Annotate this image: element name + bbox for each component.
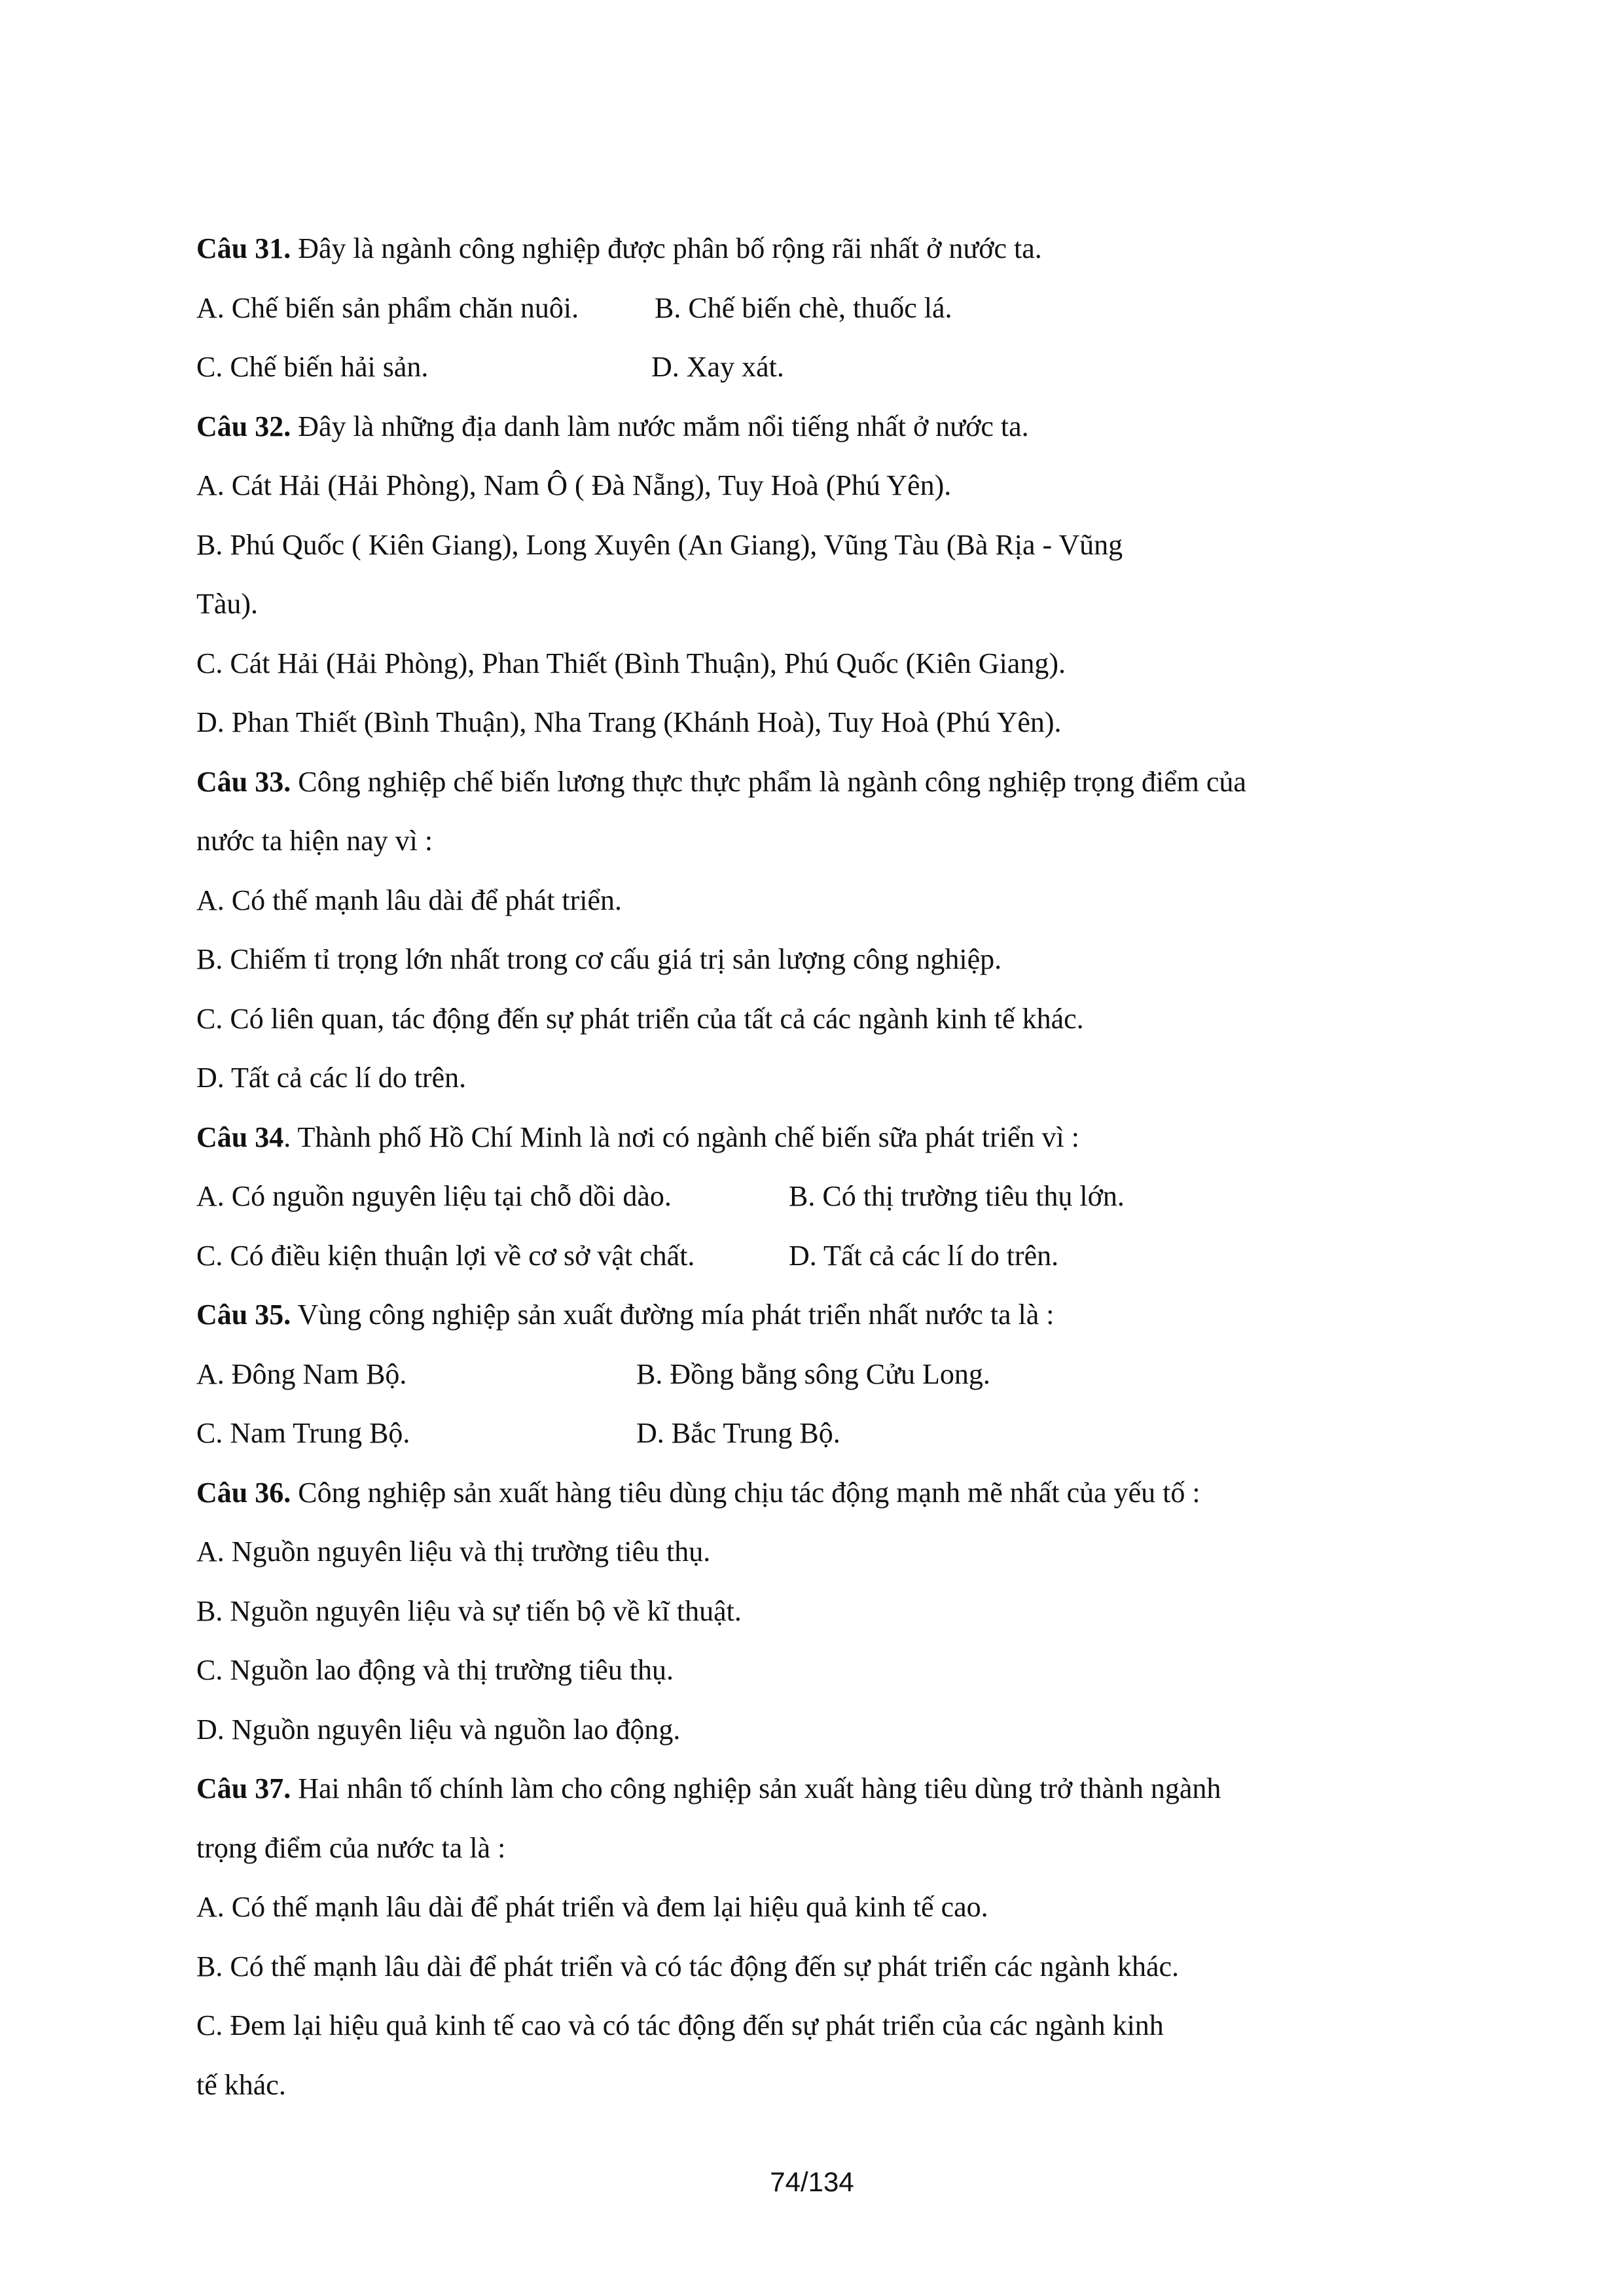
- question-31-option-c: C. Chế biến hải sản.: [196, 351, 429, 383]
- question-31-stem: [196, 219, 1453, 279]
- question-33-number: Câu 33.: [196, 765, 291, 798]
- question-33-text: Công nghiệp chế biến lương thực thực phẩm là ngành công nghiệp trọng điểm của: [291, 765, 1246, 798]
- question-36-number: Câu 36.: [196, 1476, 291, 1509]
- question-37-option-c-cont: tế khác.: [196, 2068, 286, 2101]
- question-36-option-b: B. Nguồn nguyên liệu và sự tiến bộ về kĩ thuật.: [196, 1594, 742, 1627]
- question-32-option-a: A. Cát Hải (Hải Phòng), Nam Ô ( Đà Nẵng), Tuy Hoà (Phú Yên).: [196, 469, 952, 501]
- question-32-stem: [196, 397, 1453, 457]
- question-36-option-a: A. Nguồn nguyên liệu và thị trường tiêu thụ.: [196, 1535, 711, 1568]
- question-35-text: Vùng công nghiệp sản xuất đường mía phát triển nhất nước ta là :: [291, 1299, 1055, 1331]
- question-33-option-a: A. Có thế mạnh lâu dài để phát triển.: [196, 884, 623, 916]
- question-37-option-a: A. Có thế mạnh lâu dài để phát triển và đem lại hiệu quả kinh tế cao.: [196, 1891, 988, 1923]
- question-32-option-c: C. Cát Hải (Hải Phòng), Phan Thiết (Bình Thuận), Phú Quốc (Kiên Giang).: [196, 647, 1066, 679]
- question-31-options-row-2: [196, 338, 1453, 397]
- question-35-option-a: A. Đông Nam Bộ.: [196, 1357, 407, 1390]
- question-34-options-row-1: [196, 1167, 1453, 1227]
- question-34-options-row-2: [196, 1227, 1453, 1286]
- question-31-text: Đây là ngành công nghiệp được phân bố rộng rãi nhất ở nước ta.: [291, 232, 1042, 264]
- question-31-options-row-1: [196, 279, 1453, 338]
- question-33-stem-cont: nước ta hiện nay vì :: [196, 825, 433, 857]
- question-34-option-c: C. Có điều kiện thuận lợi về cơ sở vật chất.: [196, 1239, 695, 1272]
- document-content: [196, 219, 1453, 2115]
- question-35-options-row-1: [196, 1345, 1453, 1405]
- page-number: 74/134: [770, 2166, 854, 2197]
- question-31-option-a: A. Chế biến sản phẩm chăn nuôi.: [196, 291, 579, 324]
- question-35-stem: [196, 1285, 1453, 1345]
- question-34-option-b: B. Có thị trường tiêu thụ lớn.: [789, 1180, 1125, 1212]
- question-32-number: Câu 32.: [196, 410, 291, 442]
- question-31-option-b: B. Chế biến chè, thuốc lá.: [655, 291, 952, 324]
- question-37-stem-cont: trọng điểm của nước ta là :: [196, 1831, 506, 1864]
- question-36-option-c: C. Nguồn lao động và thị trường tiêu thụ.: [196, 1654, 674, 1686]
- question-32-text: Đây là những địa danh làm nước mắm nổi tiếng nhất ở nước ta.: [291, 410, 1029, 442]
- question-36-text: Công nghiệp sản xuất hàng tiêu dùng chịu tác động mạnh mẽ nhất của yếu tố :: [291, 1476, 1200, 1509]
- question-34-option-a: A. Có nguồn nguyên liệu tại chỗ dồi dào.: [196, 1180, 672, 1212]
- question-37-stem: [196, 1759, 1453, 1819]
- question-31-option-d: D. Xay xát.: [651, 351, 784, 383]
- question-34-text: . Thành phố Hồ Chí Minh là nơi có ngành chế biến sữa phát triển vì :: [283, 1121, 1080, 1153]
- question-37-number: Câu 37.: [196, 1772, 291, 1804]
- question-35-number: Câu 35.: [196, 1299, 291, 1331]
- question-35-option-c: C. Nam Trung Bộ.: [196, 1417, 410, 1449]
- question-33-option-c: C. Có liên quan, tác động đến sự phát triển của tất cả các ngành kinh tế khác.: [196, 1002, 1084, 1035]
- question-34-number: Câu 34: [196, 1121, 284, 1153]
- question-31-number: Câu 31.: [196, 232, 291, 264]
- question-33-stem: [196, 753, 1453, 812]
- question-37-text: Hai nhân tố chính làm cho công nghiệp sản xuất hàng tiêu dùng trở thành ngành: [291, 1772, 1221, 1804]
- question-35-options-row-2: [196, 1404, 1453, 1463]
- question-33-option-d: D. Tất cả các lí do trên.: [196, 1062, 467, 1094]
- question-32-option-d: D. Phan Thiết (Bình Thuận), Nha Trang (Khánh Hoà), Tuy Hoà (Phú Yên).: [196, 706, 1062, 738]
- question-37-option-c: C. Đem lại hiệu quả kinh tế cao và có tác động đến sự phát triển của các ngành kinh: [196, 2009, 1164, 2041]
- question-35-option-b: B. Đồng bằng sông Cửu Long.: [636, 1357, 990, 1390]
- question-33-option-b: B. Chiếm tỉ trọng lớn nhất trong cơ cấu giá trị sản lượng công nghiệp.: [196, 943, 1002, 975]
- question-36-stem: [196, 1463, 1453, 1523]
- question-32-option-b-cont: Tàu).: [196, 588, 259, 620]
- question-35-option-d: D. Bắc Trung Bộ.: [636, 1417, 840, 1449]
- question-34-option-d: D. Tất cả các lí do trên.: [789, 1239, 1059, 1272]
- question-34-stem: [196, 1108, 1453, 1168]
- question-36-option-d: D. Nguồn nguyên liệu và nguồn lao động.: [196, 1713, 681, 1746]
- question-32-option-b: B. Phú Quốc ( Kiên Giang), Long Xuyên (An Giang), Vũng Tàu (Bà Rịa - Vũng: [196, 528, 1123, 561]
- question-37-option-b: B. Có thế mạnh lâu dài để phát triển và có tác động đến sự phát triển các ngành khác.: [196, 1950, 1180, 1982]
